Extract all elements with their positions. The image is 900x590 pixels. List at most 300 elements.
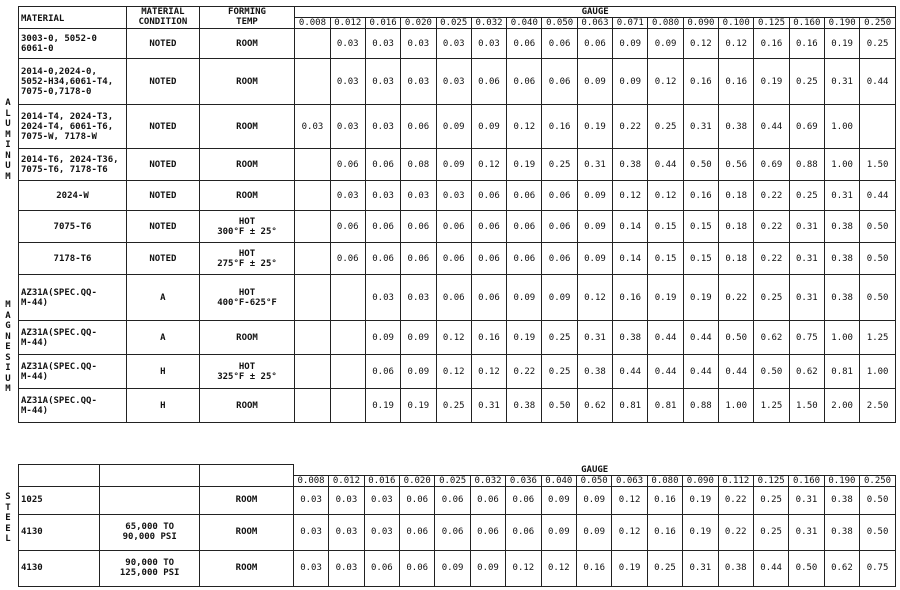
- value-cell: 0.50: [683, 149, 718, 181]
- material-cell: 7178-T6: [19, 243, 127, 275]
- gauge-cell: 0.063: [612, 475, 647, 486]
- value-cell: 0.06: [365, 211, 400, 243]
- value-cell: 0.06: [401, 105, 436, 149]
- gauge-cell: 0.025: [435, 475, 470, 486]
- value-cell: 0.09: [541, 514, 576, 550]
- value-cell: 0.22: [719, 275, 754, 321]
- value-cell: 0.09: [542, 275, 577, 321]
- value-cell: 0.16: [754, 29, 789, 59]
- value-cell: [295, 149, 330, 181]
- gauge-cell: 0.012: [330, 18, 365, 29]
- forming-temp-cell: HOT 400°F-625°F: [199, 275, 295, 321]
- value-cell: 0.12: [541, 550, 576, 586]
- table-row: [19, 486, 896, 514]
- condition-cell: H: [127, 355, 200, 389]
- value-cell: 0.44: [860, 59, 896, 105]
- value-cell: 0.44: [683, 321, 718, 355]
- value-cell: 0.06: [365, 355, 400, 389]
- value-cell: 0.25: [753, 486, 788, 514]
- value-cell: 0.38: [824, 275, 859, 321]
- value-cell: 0.44: [753, 550, 788, 586]
- value-cell: 0.50: [789, 550, 824, 586]
- value-cell: 0.06: [470, 514, 505, 550]
- forming-temp-cell: HOT 275°F ± 25°: [199, 243, 295, 275]
- gauge-cell: 0.008: [293, 475, 328, 486]
- value-cell: 0.12: [471, 149, 506, 181]
- value-cell: 0.03: [365, 105, 400, 149]
- forming-temp-cell: ROOM: [199, 29, 295, 59]
- gauge-cell: 0.071: [613, 18, 648, 29]
- value-cell: 0.44: [613, 355, 648, 389]
- gauge-cell: 0.112: [718, 475, 753, 486]
- value-cell: 0.06: [365, 243, 400, 275]
- value-cell: 1.00: [824, 105, 859, 149]
- value-cell: 0.06: [542, 59, 577, 105]
- gauge-cell: 0.050: [542, 18, 577, 29]
- value-cell: 0.09: [401, 355, 436, 389]
- value-cell: 0.19: [683, 486, 718, 514]
- gauge-cell: 0.012: [329, 475, 364, 486]
- value-cell: 0.06: [507, 181, 542, 211]
- value-cell: 0.08: [401, 149, 436, 181]
- value-cell: 0.15: [648, 211, 683, 243]
- gauge-cell: 0.160: [789, 18, 824, 29]
- value-cell: 0.06: [364, 550, 399, 586]
- value-cell: 0.22: [754, 243, 789, 275]
- value-cell: 0.06: [471, 275, 506, 321]
- value-cell: 0.38: [577, 355, 612, 389]
- value-cell: 1.00: [860, 355, 896, 389]
- value-cell: 0.38: [824, 243, 859, 275]
- value-cell: 0.19: [577, 105, 612, 149]
- value-cell: 0.16: [719, 59, 754, 105]
- value-cell: 0.50: [860, 275, 896, 321]
- value-cell: 0.25: [647, 550, 682, 586]
- value-cell: 0.50: [860, 211, 896, 243]
- value-cell: 1.50: [789, 389, 824, 423]
- value-cell: 0.19: [683, 275, 718, 321]
- value-cell: 0.44: [683, 355, 718, 389]
- value-cell: 0.44: [719, 355, 754, 389]
- value-cell: 0.31: [789, 275, 824, 321]
- material-cell: AZ31A(SPEC.QQ- M-44): [19, 389, 127, 423]
- value-cell: 0.31: [683, 105, 718, 149]
- value-cell: 0.09: [613, 29, 648, 59]
- value-cell: 0.06: [436, 243, 471, 275]
- value-cell: 0.25: [789, 181, 824, 211]
- value-cell: 0.06: [471, 181, 506, 211]
- value-cell: 0.03: [295, 105, 330, 149]
- value-cell: 0.09: [401, 321, 436, 355]
- value-cell: 0.06: [435, 486, 470, 514]
- value-cell: 0.44: [648, 149, 683, 181]
- condition-cell: NOTED: [127, 181, 200, 211]
- table-row: [19, 275, 896, 321]
- gauge-cell: 0.016: [364, 475, 399, 486]
- value-cell: 2.00: [824, 389, 859, 423]
- gauge-cell: 0.040: [507, 18, 542, 29]
- value-cell: 0.03: [293, 486, 328, 514]
- value-cell: 0.12: [648, 59, 683, 105]
- value-cell: 0.03: [365, 181, 400, 211]
- gauge-cell: 0.090: [683, 18, 718, 29]
- value-cell: 0.31: [824, 59, 859, 105]
- value-cell: 0.62: [754, 321, 789, 355]
- value-cell: 0.16: [542, 105, 577, 149]
- value-cell: 0.75: [789, 321, 824, 355]
- table-row: [19, 243, 896, 275]
- value-cell: 1.00: [719, 389, 754, 423]
- value-cell: 0.06: [330, 243, 365, 275]
- value-cell: 0.06: [330, 211, 365, 243]
- value-cell: 0.44: [860, 181, 896, 211]
- value-cell: 0.03: [401, 181, 436, 211]
- forming-temp-cell: ROOM: [200, 486, 294, 514]
- value-cell: 0.19: [648, 275, 683, 321]
- value-cell: 0.16: [683, 181, 718, 211]
- value-cell: 0.62: [824, 550, 859, 586]
- value-cell: 0.50: [542, 389, 577, 423]
- value-cell: 0.06: [542, 243, 577, 275]
- condition-cell: NOTED: [127, 211, 200, 243]
- value-cell: 0.09: [577, 211, 612, 243]
- value-cell: [295, 211, 330, 243]
- value-cell: 0.06: [577, 29, 612, 59]
- value-cell: 0.06: [400, 550, 435, 586]
- material-cell: AZ31A(SPEC.QQ- M-44): [19, 275, 127, 321]
- condition-cell: NOTED: [127, 29, 200, 59]
- value-cell: 0.12: [612, 514, 647, 550]
- material-cell: AZ31A(SPEC.QQ- M-44): [19, 355, 127, 389]
- bottom-material-header: [19, 465, 100, 487]
- value-cell: 0.06: [542, 211, 577, 243]
- value-cell: 0.03: [330, 59, 365, 105]
- value-cell: 0.31: [683, 550, 718, 586]
- gauge-cell: 0.100: [719, 18, 754, 29]
- value-cell: 0.16: [471, 321, 506, 355]
- value-cell: 0.09: [648, 29, 683, 59]
- gauge-cell: 0.025: [436, 18, 471, 29]
- material-cell: 2014-T6, 2024-T36, 7075-T6, 7178-T6: [19, 149, 127, 181]
- value-cell: 0.09: [541, 486, 576, 514]
- value-cell: 0.25: [436, 389, 471, 423]
- value-cell: 0.06: [506, 486, 541, 514]
- value-cell: 0.03: [364, 514, 399, 550]
- bottom-table: [18, 464, 896, 587]
- bottom-header-row: [19, 465, 896, 476]
- value-cell: 1.00: [824, 321, 859, 355]
- value-cell: 0.19: [612, 550, 647, 586]
- value-cell: 0.22: [613, 105, 648, 149]
- value-cell: 0.03: [364, 486, 399, 514]
- value-cell: 0.16: [683, 59, 718, 105]
- value-cell: 1.00: [824, 149, 859, 181]
- condition-cell: 65,000 TO 90,000 PSI: [100, 514, 200, 550]
- forming-temp-cell: ROOM: [199, 321, 295, 355]
- forming-temp-cell: ROOM: [199, 389, 295, 423]
- value-cell: 0.16: [613, 275, 648, 321]
- material-cell: 2014-T4, 2024-T3, 2024-T4, 6061-T6, 7075-W, 7178-W: [19, 105, 127, 149]
- value-cell: 0.06: [436, 211, 471, 243]
- condition-cell: H: [127, 389, 200, 423]
- value-cell: 0.31: [577, 149, 612, 181]
- bottom-gauge-header: GAUGE: [581, 464, 609, 475]
- value-cell: 0.38: [824, 514, 859, 550]
- value-cell: 0.18: [719, 181, 754, 211]
- section-label-steel: S T E E L: [5, 492, 11, 544]
- value-cell: 0.03: [330, 105, 365, 149]
- forming-temp-cell: HOT 300°F ± 25°: [199, 211, 295, 243]
- gauge-header: GAUGE: [295, 7, 896, 18]
- value-cell: 0.09: [577, 243, 612, 275]
- temp-header: FORMING TEMP: [199, 7, 295, 29]
- value-cell: [295, 59, 330, 105]
- value-cell: 0.16: [647, 486, 682, 514]
- value-cell: 0.03: [330, 29, 365, 59]
- value-cell: 0.06: [330, 149, 365, 181]
- value-cell: 1.25: [860, 321, 896, 355]
- value-cell: 0.25: [648, 105, 683, 149]
- value-cell: [330, 389, 365, 423]
- value-cell: 0.03: [329, 514, 364, 550]
- value-cell: 0.09: [435, 550, 470, 586]
- value-cell: 0.06: [471, 211, 506, 243]
- value-cell: [330, 321, 365, 355]
- value-cell: 0.09: [436, 149, 471, 181]
- value-cell: 0.25: [860, 29, 896, 59]
- gauge-cell: 0.032: [471, 18, 506, 29]
- value-cell: 0.14: [613, 211, 648, 243]
- gauge-cell: 0.080: [648, 18, 683, 29]
- gauge-cell: 0.050: [576, 475, 611, 486]
- material-cell: 2014-0,2024-0, 5052-H34,6061-T4, 7075-0,7178-0: [19, 59, 127, 105]
- gauge-cell: 0.090: [683, 475, 718, 486]
- value-cell: 0.38: [718, 550, 753, 586]
- value-cell: 0.25: [789, 59, 824, 105]
- table-row: [19, 389, 896, 423]
- value-cell: 0.09: [507, 275, 542, 321]
- value-cell: 0.38: [824, 486, 859, 514]
- value-cell: 0.19: [507, 321, 542, 355]
- value-cell: [295, 181, 330, 211]
- value-cell: 0.19: [365, 389, 400, 423]
- material-cell: 3003-0, 5052-0 6061-0: [19, 29, 127, 59]
- value-cell: 0.12: [719, 29, 754, 59]
- value-cell: 2.50: [860, 389, 896, 423]
- value-cell: 0.25: [542, 355, 577, 389]
- value-cell: 0.12: [507, 105, 542, 149]
- value-cell: 0.03: [471, 29, 506, 59]
- value-cell: 0.19: [683, 514, 718, 550]
- value-cell: 0.06: [470, 486, 505, 514]
- value-cell: 0.03: [436, 59, 471, 105]
- value-cell: 0.03: [293, 514, 328, 550]
- value-cell: 0.06: [401, 211, 436, 243]
- value-cell: 0.19: [754, 59, 789, 105]
- value-cell: 0.09: [365, 321, 400, 355]
- forming-temp-cell: ROOM: [199, 181, 295, 211]
- condition-cell: A: [127, 275, 200, 321]
- value-cell: 0.06: [507, 243, 542, 275]
- top-header-row: [19, 7, 896, 18]
- value-cell: 0.31: [789, 514, 824, 550]
- value-cell: 0.03: [401, 59, 436, 105]
- value-cell: 0.19: [824, 29, 859, 59]
- value-cell: 0.31: [789, 486, 824, 514]
- material-cell: AZ31A(SPEC.QQ- M-44): [19, 321, 127, 355]
- value-cell: 0.03: [436, 181, 471, 211]
- value-cell: 1.25: [754, 389, 789, 423]
- material-cell: 1025: [19, 486, 100, 514]
- condition-cell: NOTED: [127, 243, 200, 275]
- value-cell: 0.69: [789, 105, 824, 149]
- gauge-cell: 0.250: [860, 475, 896, 486]
- value-cell: 0.12: [613, 181, 648, 211]
- value-cell: 0.12: [648, 181, 683, 211]
- value-cell: 0.44: [648, 321, 683, 355]
- value-cell: 0.03: [293, 550, 328, 586]
- value-cell: 0.03: [330, 181, 365, 211]
- value-cell: 0.09: [470, 550, 505, 586]
- gauge-cell: 0.036: [506, 475, 541, 486]
- value-cell: 0.16: [647, 514, 682, 550]
- value-cell: 0.22: [507, 355, 542, 389]
- value-cell: 0.09: [576, 514, 611, 550]
- value-cell: 0.19: [507, 149, 542, 181]
- value-cell: 0.15: [648, 243, 683, 275]
- value-cell: 0.06: [400, 486, 435, 514]
- gauge-cell: 0.032: [470, 475, 505, 486]
- value-cell: 0.12: [436, 321, 471, 355]
- section-label-magnesium: M A G N E S I U M: [5, 300, 11, 394]
- gauge-cell: 0.080: [647, 475, 682, 486]
- gauge-cell: 0.040: [541, 475, 576, 486]
- value-cell: 0.09: [576, 486, 611, 514]
- value-cell: [860, 105, 896, 149]
- value-cell: [295, 29, 330, 59]
- value-cell: 0.31: [471, 389, 506, 423]
- value-cell: [295, 243, 330, 275]
- bottom-condition-header: [100, 465, 200, 487]
- forming-temp-cell: ROOM: [199, 149, 295, 181]
- gauge-cell: 0.125: [754, 18, 789, 29]
- material-header: MATERIAL: [19, 7, 127, 29]
- table-row: [19, 321, 896, 355]
- value-cell: 0.81: [648, 389, 683, 423]
- gauge-cell: 0.016: [365, 18, 400, 29]
- value-cell: 0.06: [507, 29, 542, 59]
- value-cell: 0.16: [576, 550, 611, 586]
- section-label-aluminum: A L U M I N U M: [5, 98, 11, 182]
- gauge-cell: 0.190: [824, 475, 859, 486]
- value-cell: 0.06: [507, 211, 542, 243]
- value-cell: 0.25: [542, 321, 577, 355]
- value-cell: 0.18: [719, 211, 754, 243]
- value-cell: 0.31: [577, 321, 612, 355]
- gauge-cell: 0.250: [860, 18, 896, 29]
- value-cell: 0.22: [754, 211, 789, 243]
- value-cell: [330, 355, 365, 389]
- value-cell: 0.12: [577, 275, 612, 321]
- value-cell: 0.75: [860, 550, 896, 586]
- gauge-cell: 0.063: [577, 18, 612, 29]
- value-cell: 0.06: [365, 149, 400, 181]
- table-row: [19, 149, 896, 181]
- value-cell: 0.31: [789, 211, 824, 243]
- condition-cell: A: [127, 321, 200, 355]
- table-row: [19, 105, 896, 149]
- value-cell: 0.22: [754, 181, 789, 211]
- value-cell: 0.12: [506, 550, 541, 586]
- value-cell: [330, 275, 365, 321]
- value-cell: [295, 389, 330, 423]
- value-cell: 0.50: [754, 355, 789, 389]
- value-cell: 0.14: [613, 243, 648, 275]
- condition-cell: 90,000 TO 125,000 PSI: [100, 550, 200, 586]
- value-cell: 0.09: [577, 181, 612, 211]
- value-cell: 0.15: [683, 243, 718, 275]
- value-cell: 0.88: [789, 149, 824, 181]
- forming-temp-cell: ROOM: [200, 550, 294, 586]
- gauge-cell: 0.160: [789, 475, 824, 486]
- condition-cell: NOTED: [127, 149, 200, 181]
- material-cell: 7075-T6: [19, 211, 127, 243]
- value-cell: 0.62: [577, 389, 612, 423]
- value-cell: 0.69: [754, 149, 789, 181]
- value-cell: 0.03: [365, 29, 400, 59]
- value-cell: 0.06: [506, 514, 541, 550]
- value-cell: [295, 275, 330, 321]
- value-cell: 0.22: [718, 514, 753, 550]
- value-cell: 0.03: [365, 59, 400, 105]
- value-cell: 0.25: [754, 275, 789, 321]
- value-cell: 0.56: [719, 149, 754, 181]
- value-cell: 0.06: [542, 181, 577, 211]
- condition-cell: NOTED: [127, 59, 200, 105]
- value-cell: 0.06: [400, 514, 435, 550]
- value-cell: 0.31: [789, 243, 824, 275]
- value-cell: 0.06: [435, 514, 470, 550]
- value-cell: 0.50: [860, 514, 896, 550]
- value-cell: 0.06: [471, 59, 506, 105]
- value-cell: 0.18: [719, 243, 754, 275]
- value-cell: 0.16: [789, 29, 824, 59]
- table-row: [19, 29, 896, 59]
- value-cell: 0.12: [436, 355, 471, 389]
- value-cell: 0.06: [401, 243, 436, 275]
- material-cell: 4130: [19, 550, 100, 586]
- value-cell: 0.38: [824, 211, 859, 243]
- forming-temp-cell: HOT 325°F ± 25°: [199, 355, 295, 389]
- value-cell: 0.09: [436, 105, 471, 149]
- value-cell: 0.38: [613, 321, 648, 355]
- gauge-cell: 0.125: [753, 475, 788, 486]
- value-cell: 0.50: [719, 321, 754, 355]
- table-row: [19, 514, 896, 550]
- value-cell: 0.62: [789, 355, 824, 389]
- value-cell: 0.88: [683, 389, 718, 423]
- gauge-cell: 0.190: [824, 18, 859, 29]
- value-cell: 0.19: [401, 389, 436, 423]
- value-cell: 0.12: [683, 29, 718, 59]
- forming-temp-cell: ROOM: [199, 105, 295, 149]
- value-cell: 0.50: [860, 486, 896, 514]
- value-cell: 0.03: [401, 275, 436, 321]
- value-cell: 0.03: [436, 29, 471, 59]
- value-cell: 0.12: [471, 355, 506, 389]
- value-cell: 0.31: [824, 181, 859, 211]
- value-cell: 0.81: [613, 389, 648, 423]
